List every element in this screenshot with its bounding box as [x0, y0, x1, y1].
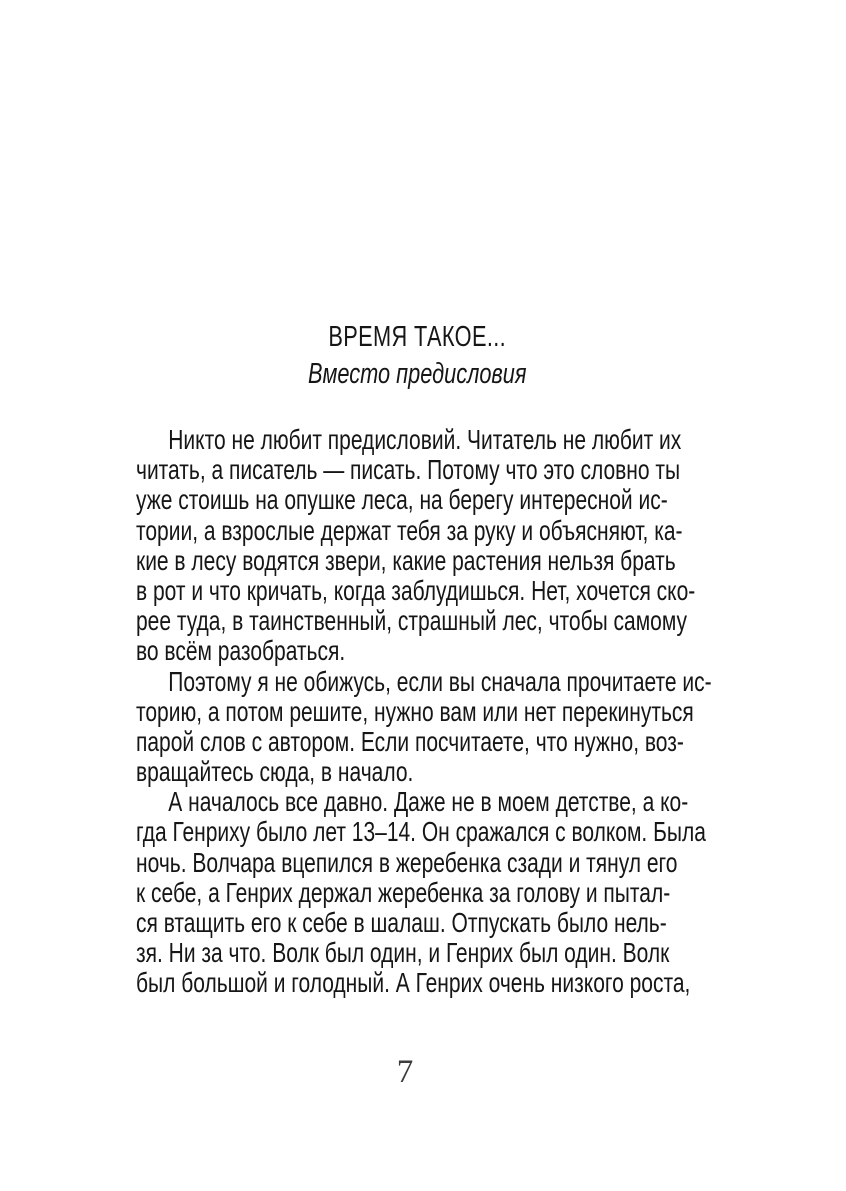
text-line: зя. Ни за что. Волк был один, и Генрих был один. Волк — [136, 937, 670, 969]
text-line: в рот и что кричать, когда заблудишься. Нет, хочется ско- — [136, 574, 696, 606]
text-line: уже стоишь на опушке леса, на берегу интересной ис- — [136, 484, 668, 516]
text-line: Никто не любит предисловий. Читатель не любит их — [168, 424, 682, 455]
text-line: рее туда, в таинственный, страшный лес, чтобы самому — [136, 605, 688, 637]
chapter-title: ВРЕМЯ ТАКОЕ... — [328, 321, 507, 353]
text-line: гда Генриху было лет 13–14. Он сражался с волком. Была — [136, 816, 706, 848]
paragraph — [136, 425, 714, 667]
chapter-subtitle: Вместо предисловия — [307, 358, 527, 390]
text-line: читать, а писатель — писать. Потому что это словно ты — [136, 454, 681, 486]
text-line: А началось все давно. Даже не в моем детстве, а ко- — [168, 786, 689, 818]
text-line: Поэтому я не обижусь, если вы сначала прочитаете ис- — [168, 665, 712, 697]
chapter-heading — [130, 320, 705, 394]
text-line: ся втащить его к себе в шалаш. Отпускать было нель- — [136, 907, 667, 938]
text-line: вращайтесь сюда, в начало. — [136, 756, 414, 788]
page-number: 7 — [396, 1054, 414, 1090]
text-line: во всём разобраться. — [136, 635, 346, 667]
text-line: парой слов с автором. Если посчитаете, что нужно, воз- — [136, 725, 684, 757]
paragraph — [136, 667, 714, 788]
text-line: кие в лесу водятся звери, какие растения нельзя брать — [136, 544, 676, 576]
text-line: торию, а потом решите, нужно вам или нет перекинуться — [136, 695, 694, 727]
text-line: ночь. Волчара вцепился в жеребенка сзади и тянул его — [136, 846, 678, 878]
paragraph — [136, 787, 714, 998]
text-line: тории, а взрослые держат тебя за руку и объясняют, ка- — [136, 514, 683, 546]
body-text — [136, 425, 714, 999]
text-line: был большой и голодный. А Генрих очень низкого роста, — [136, 967, 691, 999]
text-line: к себе, а Генрих держал жеребенка за голову и пытал- — [136, 876, 671, 908]
